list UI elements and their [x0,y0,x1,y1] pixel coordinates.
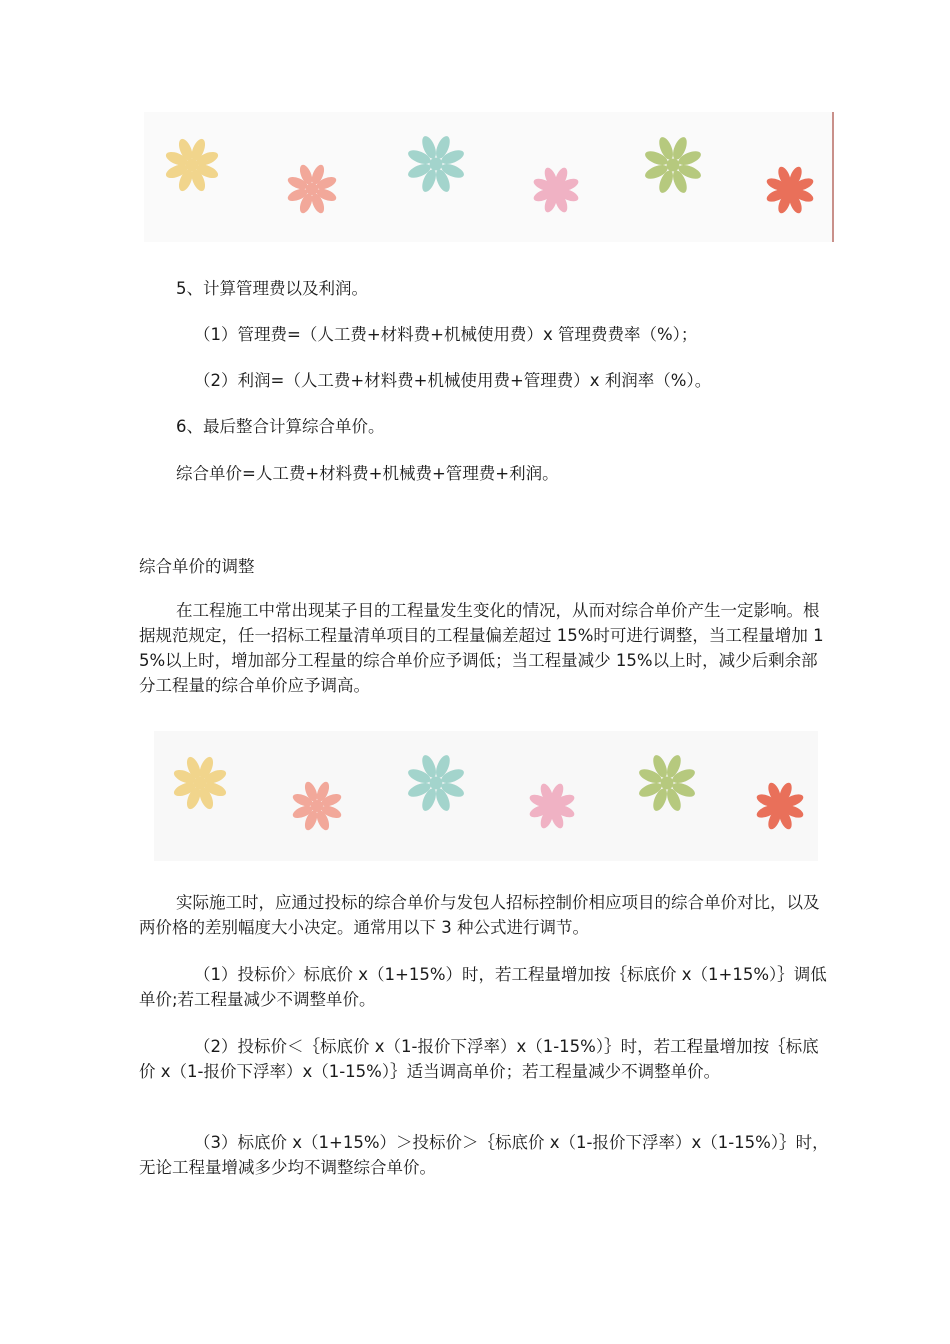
management-fee-formula: （1）管理费=（人工费+材料费+机械使用费）x 管理费费率（%）； [194,325,698,344]
unit-price-formula: 综合单价=人工费+材料费+机械费+管理费+利润。 [176,464,559,483]
profit-formula: （2）利润=（人工费+材料费+机械使用费+管理费）x 利润率（%）。 [194,371,712,390]
rule-1: （1）投标价〉标底价 x（1+15%）时，若工程量增加按｛标底价 x（1+15%）｝调低单价;若工程量减少不调整单价。 [139,965,827,1009]
section-5-heading: 5、计算管理费以及利润。 [176,279,368,298]
section-6-heading: 6、最后整合计算综合单价。 [176,417,385,436]
adjustment-title: 综合单价的调整 [139,557,255,576]
practice-paragraph: 实际施工时，应通过投标的综合单价与发包人招标控制价相应项目的综合单价对比，以及两价格的差别幅度大小决定。通常用以下 3 种公式进行调节。 [139,893,820,937]
adjustment-intro: 在工程施工中常出现某子目的工程量发生变化的情况，从而对综合单价产生一定影响。根据规范规定，任一招标工程量清单项目的工程量偏差超过 15%时可进行调整，当工程量增加 15%以上时，增加部分工程量的综合单价应予调低；当工程量减少 15%以上时，减少后剩余部分工程量的综合单价应予调高。 [139,601,824,695]
flower-banner-top [144,112,834,242]
flower-banner-bottom [154,731,818,861]
rule-2: （2）投标价＜｛标底价 x（1-报价下浮率）x（1-15%）｝时，若工程量增加按｛标底价 x（1-报价下浮率）x（1-15%）｝适当调高单价；若工程量减少不调整单价。 [139,1037,819,1081]
rule-3: （3）标底价 x（1+15%）＞投标价＞｛标底价 x（1-报价下浮率）x（1-15%）｝时，无论工程量增减多少均不调整综合单价。 [139,1133,829,1177]
